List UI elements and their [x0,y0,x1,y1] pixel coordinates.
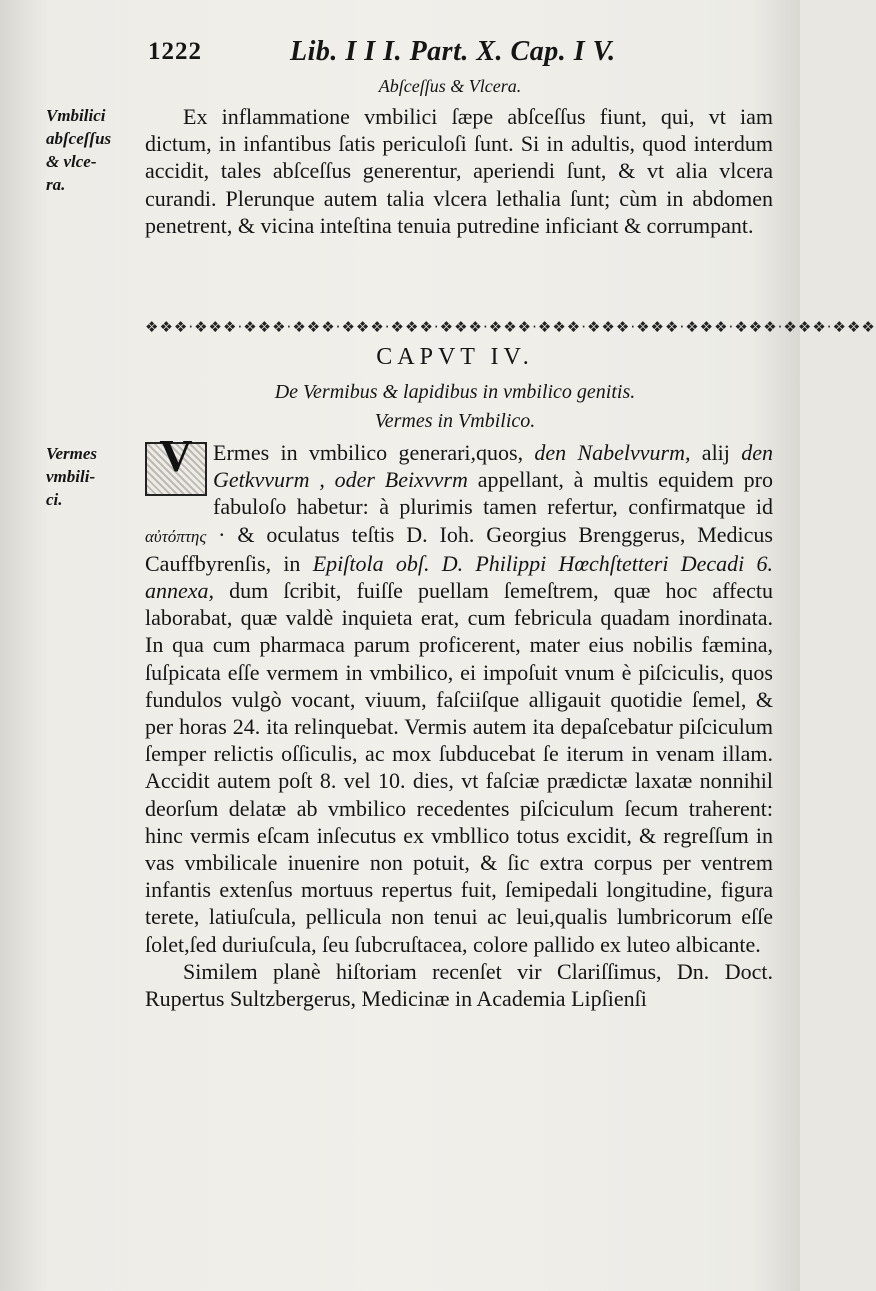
text-run-italic: Epiſtola obſ. D. Philippi Hœchſtetteri Decadi 6. annexa, [145,550,773,604]
paragraph-vermes [145,430,773,1012]
page-number: 1222 [148,38,202,65]
running-title: Lib. I I I. Part. X. Cap. I V. [290,36,616,67]
margin-note-line: & vlce- [46,152,97,171]
section-subhead: Abſceſſus & Vlcera. [378,76,522,96]
margin-note-line: ci. [46,490,63,509]
text-run: dum ſcribit, fuiſſe puellam ſemeſtrem, quæ hoc affectu laborabat, quæ valdè inquieta erat, cum febricula quadam inordinata. In qua cum pharmaca parum proficerent, mater eius nobilis fæmina, ſuſpicata eſſe vermem in vmbilico, ei impoſuit vnum è piſciculis, quos fundulos vulgò vocant, viuum, faſciiſque alligauit quotidie ſemel, & per horas 24. ita relinquebat. Vermis autem ita depaſcebatur piſciculum ſemper relictis oſſiculis, ac mox ſubducebat ſe iterum in venam illam. Accidit autem poſt 8. vel 10. dies, vt faſciæ prædictæ laxatæ nonnihil deorſum delatæ ab vmbilico recedentes piſciculum ſecum traherent: hinc vermis eſcam inſecutus ex vmbllico totus excidit, & regreſſum in vas vmbilicale inuenire non potuit, & ſic extra corpus per ventrem infantis extenſus mortuus repertus fuit, ſemipedali longitudine, figura terete, latiuſcula, pellicula non tenui ac leui,qualis lumbricorum eſſe ſolet,ſed duriuſcula, ſeu ſubcruſtacea, colore pallido ex luteo albicante. [145,578,773,957]
page-header [140,36,770,72]
paragraph-text [145,430,773,958]
chapter-title: De Vermibus & lapidibus in vmbilico genitis. [274,381,636,403]
section-title: Vermes in Vmbilico. [374,410,536,432]
margin-note-line: vmbili- [46,467,96,486]
paragraph-abscessus [145,103,773,239]
initial-letter: V [159,430,193,481]
margin-note-abscessus [46,104,141,196]
margin-note-vermes [46,442,141,511]
margin-note-line: ra. [46,175,66,194]
margin-note-line: Vmbilici [46,106,106,125]
decorated-initial [145,430,207,496]
text-run: · & oculatus teſtis D. Ioh. Georgius Brenggerus, Medicus Cauffbyrenſis, in [145,521,773,576]
text-run: alij [690,440,742,465]
margin-note-line: abſceſſus [46,129,112,148]
margin-note-line: Vermes [46,444,97,463]
chapter-heading: CAPVT IV. [376,344,534,370]
ornamental-divider: ❖❖❖·❖❖❖·❖❖❖·❖❖❖·❖❖❖·❖❖❖·❖❖❖·❖❖❖·❖❖❖·❖❖❖·❖❖❖·❖❖❖·❖❖❖·❖❖❖·❖❖❖ [145,318,876,336]
paragraph-similem: Similem planè hiſtoriam recenſet vir Clariſſimus, Dn. Doct. Rupertus Sultzbergerus, Medicinæ in Academia Lipſienſi [145,958,773,1012]
text-run: appellant, à multis equidem pro fabuloſo habetur: à plurimis tamen refertur, confirmatque id [213,467,773,520]
paragraph-text: Ex inflammatione vmbilici ſæpe abſceſſus fiunt, qui, vt iam dictum, in infantibus ſatis periculoſi ſunt. Si in adultis, quod interdum accidit, tales abſceſſus generentur, aperiendi ſunt, & vt alia vlcera curandi. Plerunque autem talia vlcera lethalia ſunt; cùm in abdomen penetrent, & vicina inteſtina tenuia putredine inficiant & corrumpant. [145,104,773,238]
text-run-italic: den Nabelvvurm, [534,440,691,465]
text-run-italic: den Getkvvurm , oder Beixvvrm [213,440,773,493]
text-run: Ermes in vmbilico generari,quos, [213,440,535,465]
greek-word: αὐτόπτης [145,526,207,546]
